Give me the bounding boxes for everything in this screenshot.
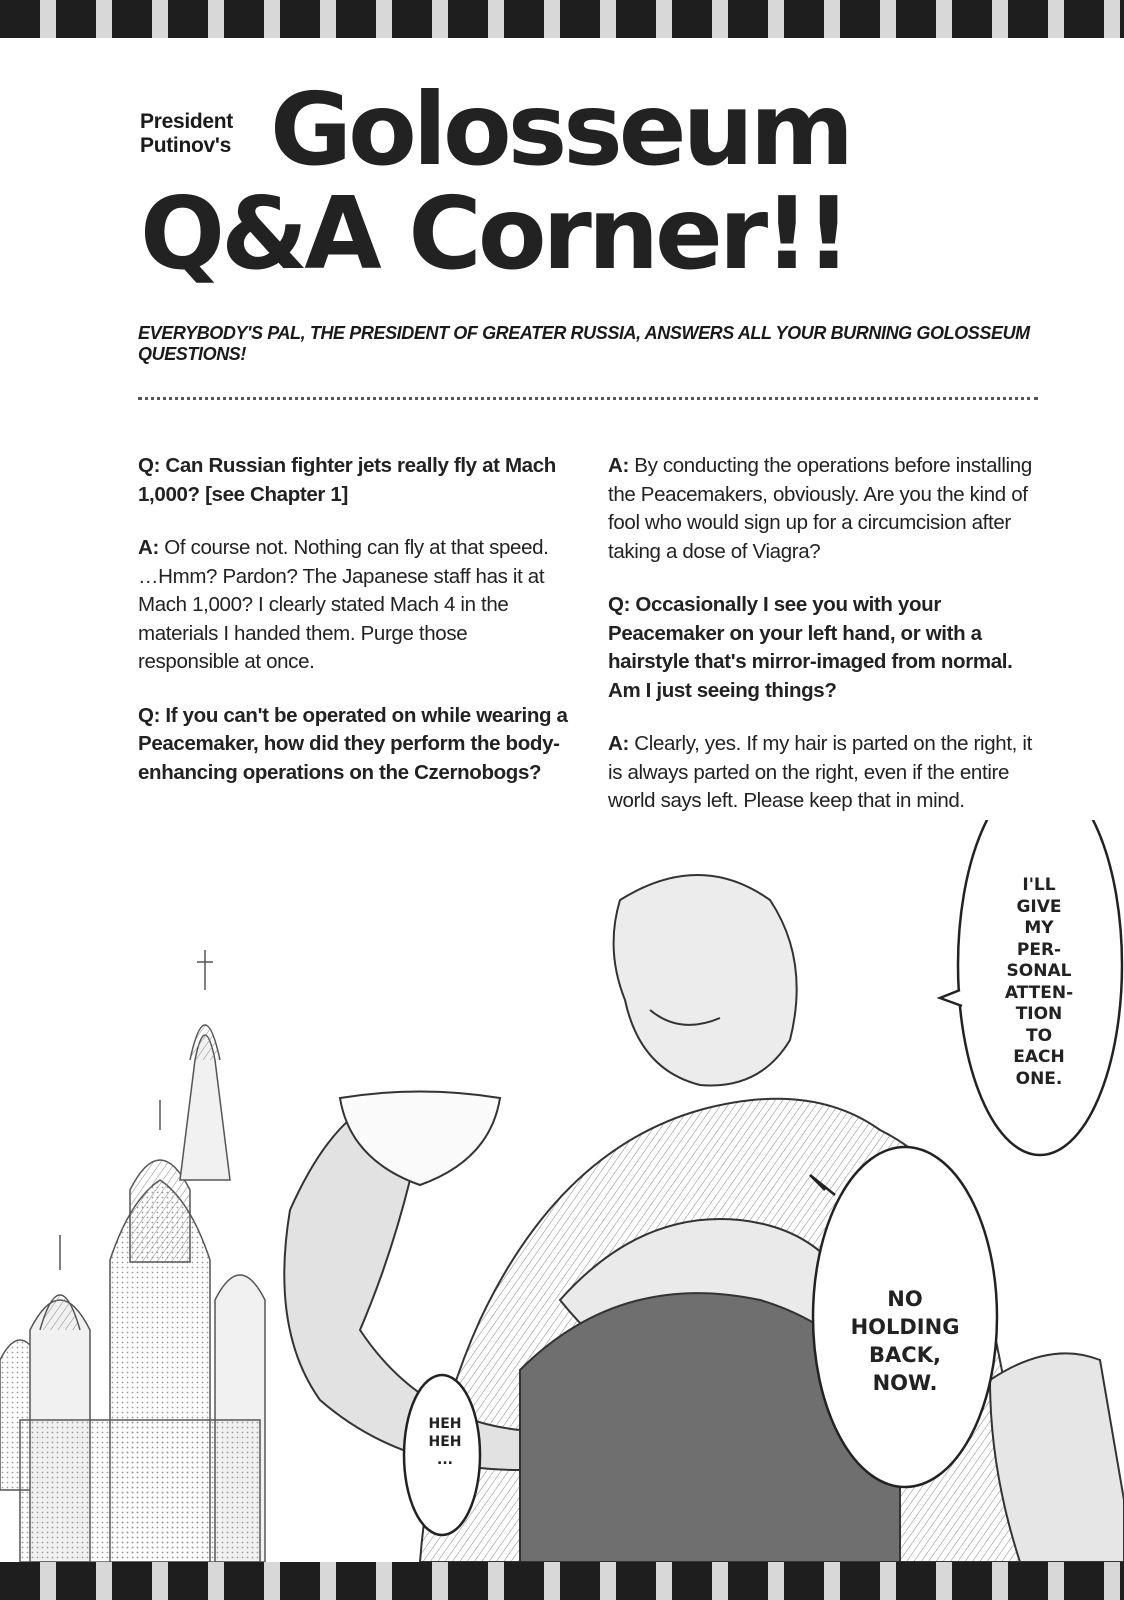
qa-entry (138, 702, 568, 788)
speech-bubble-heh: HEH HEH ... (428, 1416, 462, 1468)
qa-entry (608, 452, 1038, 566)
qa-entry (608, 591, 1038, 705)
qa-text: By conducting the operations before installing the Peacemakers, obviously. Are you the kind of fool who would sign up for a circumcision after taking a dose of Viagra? (608, 454, 1032, 563)
qa-text: Can Russian fighter jets really fly at Mach 1,000? [see Chapter 1] (138, 454, 556, 506)
qa-column-left (138, 452, 568, 812)
qa-text: Clearly, yes. If my hair is parted on the right, it is always parted on the right, even if the entire world says left. Please keep that in mind. (608, 732, 1032, 812)
speech-bubble-holding-back: NO HOLDING BACK, NOW. (850, 1287, 960, 1395)
bottom-border-stripe (0, 1562, 1124, 1600)
manga-illustration (0, 820, 1124, 1562)
title-line-1: Golosseum (270, 71, 851, 188)
cathedral-drawing (0, 950, 265, 1562)
qa-entry (138, 452, 568, 509)
qa-label: Q: (138, 703, 161, 727)
subtitle: EVERYBODY'S PAL, THE PRESIDENT OF GREATER RUSSIA, ANSWERS ALL YOUR BURNING GOLOSSEUM QUESTIONS! (138, 323, 1030, 364)
dotted-divider (138, 397, 1038, 400)
qa-column-right (608, 452, 1038, 841)
qa-label: Q: (608, 593, 631, 616)
qa-label: A: (608, 454, 629, 477)
kicker-line-1: President (140, 110, 233, 133)
qa-label: A: (608, 732, 629, 755)
qa-entry (608, 730, 1038, 816)
qa-entry (138, 534, 568, 677)
kicker-line-2: Putinov's (140, 134, 231, 157)
title-line-2: Q&A Corner!! (140, 175, 848, 292)
qa-label: Q: (138, 454, 161, 477)
qa-text: Occasionally I see you with your Peacemaker on your left hand, or with a hairstyle that's mirror-imaged from normal. Am I just seeing things? (608, 593, 1013, 702)
speech-bubble-attention: I'LL GIVE MY PER- SONAL ATTEN- TION TO EACH ONE. (1004, 875, 1074, 1089)
top-border-stripe (0, 0, 1124, 38)
qa-text: If you can't be operated on while wearing a Peacemaker, how did they perform the body-enhancing operations on the Czernobogs? (138, 703, 568, 784)
page-title (140, 71, 1000, 292)
qa-label: A: (138, 536, 159, 559)
qa-text: Of course not. Nothing can fly at that speed. …Hmm? Pardon? The Japanese staff has it at Mach 1,000? I clearly stated Mach 4 in the materials I handed them. Purge those responsible at once. (138, 536, 549, 673)
